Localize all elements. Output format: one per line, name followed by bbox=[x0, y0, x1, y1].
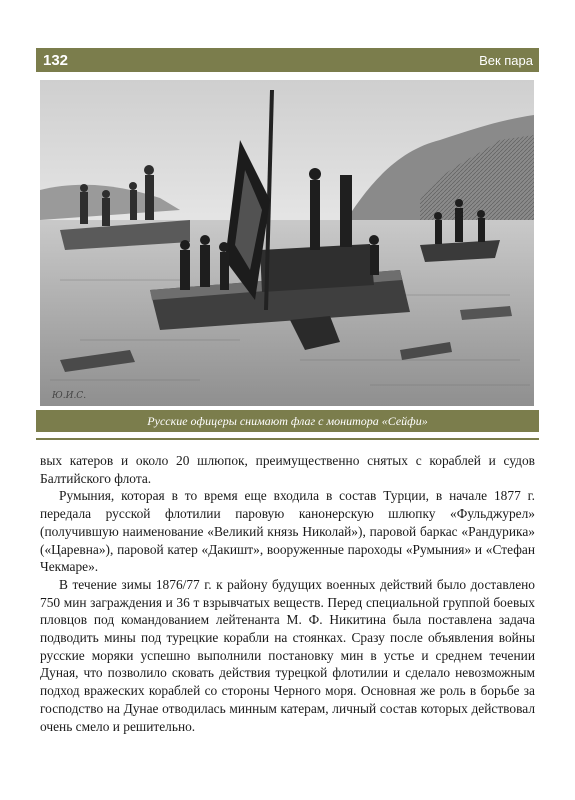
paragraph-winter-mines: В течение зимы 1876/77 г. к району будущих военных действий было доставлено 750 мин заграждения и 36 т взрывчатых веществ. Перед специальной группой боевых пловцов под командованием лейтенанта М. Ф. Никитина была поставлена задача подводить мины под турецкие корабли на стоянках. Сразу после объявления войны русские моряки успешно выполнили постановку мин в устье и среднем течении Дуная, что позволило сковать действия турецкой флотилии и сделало невозможным подход вражеских кораблей со стороны Черного моря. Основная же роль в борьбе за господство на Дунае отводилась минным катерам, личный состав которых действовал очень смело и решительно. bbox=[40, 576, 535, 734]
body-text bbox=[40, 452, 535, 735]
paragraph-romania: Румыния, которая в то время еще входила в состав Турции, в начале 1877 г. передала русской флотилии паровую канонерскую шлюпку «Фульджурел» (получившую наименование «Великий князь Николай»), паровой баркас «Рандурика» («Царевна»), паровой катер «Дакишт», вооруженные пароходы «Румыния» и «Стефан Чекмаре». bbox=[40, 488, 535, 575]
page-number: 132 bbox=[43, 51, 69, 69]
page-header bbox=[36, 48, 539, 72]
caption-divider bbox=[36, 438, 539, 440]
engraver-signature: Ю.И.С. bbox=[52, 391, 87, 401]
running-title: Век пара bbox=[479, 52, 533, 68]
figure-caption: Русские офицеры снимают флаг с монитора «Сейфи» bbox=[36, 410, 539, 432]
engraving-illustration bbox=[40, 80, 534, 406]
paragraph-continued: вых катеров и около 20 шлюпок, преимущественно снятых с кораблей и судов Балтийского флота. bbox=[40, 453, 535, 486]
